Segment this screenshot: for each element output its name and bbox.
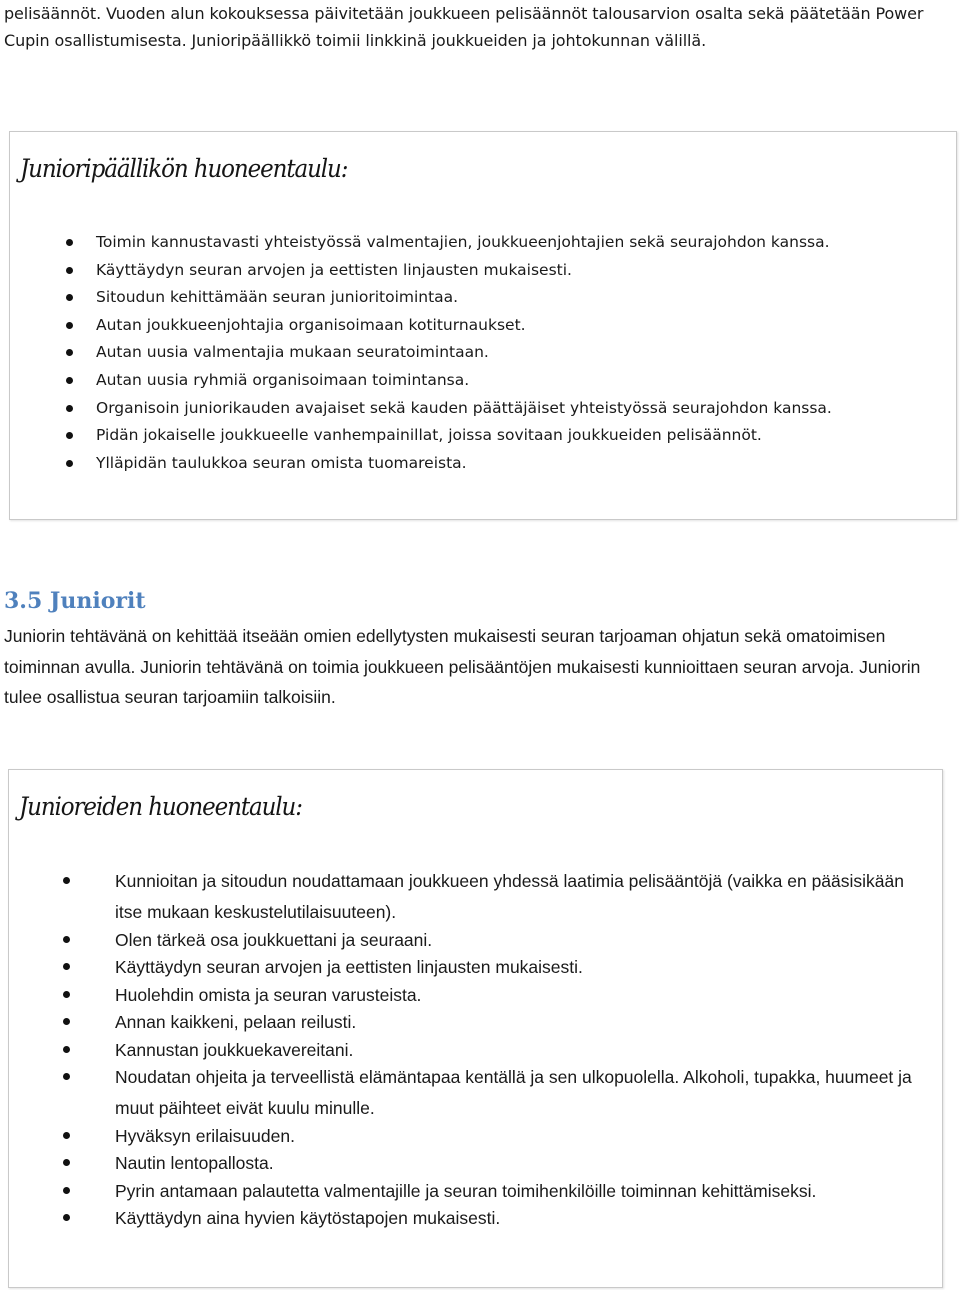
list-item: Olen tärkeä osa joukkuettani ja seuraani. (115, 925, 930, 956)
list-item: Sitoudun kehittämään seuran junioritoimintaa. (96, 284, 946, 312)
list-item: Hyväksyn erilaisuuden. (115, 1121, 930, 1152)
list-item: Käyttäydyn seuran arvojen ja eettisten linjausten mukaisesti. (96, 257, 946, 285)
juniorit-notice-box (8, 769, 943, 1288)
list-item: Huolehdin omista ja seuran varusteista. (115, 980, 930, 1011)
list-item: Nautin lentopallosta. (115, 1148, 930, 1179)
bullet-list (115, 866, 930, 1231)
list-item: Organisoin juniorikauden avajaiset sekä kauden päättäjäiset yhteistyössä seurajohdon kanssa. (96, 395, 946, 423)
list-item: Annan kaikkeni, pelaan reilusti. (115, 1007, 930, 1038)
list-item: Pidän jokaiselle joukkueelle vanhempainillat, joissa sovitaan joukkueiden pelisäännöt. (96, 422, 946, 450)
bullet-list (96, 229, 946, 477)
junioripaallikko-notice-box (9, 131, 957, 520)
box-title: Junioreiden huoneentaulu: (19, 792, 302, 821)
list-item: Käyttäydyn seuran arvojen ja eettisten linjausten mukaisesti. (115, 952, 930, 983)
intro-text: pelisäännöt. Vuoden alun kokouksessa päivitetään joukkueen pelisäännöt talousarvion osalta sekä päätetään Power Cupin osallistumisesta. Junioripäällikkö toimii linkkinä joukkueiden ja johtokunnan välillä. (4, 4, 924, 50)
list-item: Toimin kannustavasti yhteistyössä valmentajien, joukkueenjohtajien sekä seurajohdon kanssa. (96, 229, 946, 257)
list-item: Kunnioitan ja sitoudun noudattamaan joukkueen yhdessä laatimia pelisääntöjä (vaikka en pääsisikään itse mukaan keskustelutilaisuuteen). (115, 866, 930, 928)
list-item: Käyttäydyn aina hyvien käytöstapojen mukaisesti. (115, 1203, 930, 1234)
list-item: Autan uusia valmentajia mukaan seuratoimintaan. (96, 339, 946, 367)
list-item: Autan uusia ryhmiä organisoimaan toimintansa. (96, 367, 946, 395)
box-title: Junioripäällikön huoneentaulu: (20, 154, 348, 183)
list-item: Noudatan ohjeita ja terveellistä elämäntapaa kentällä ja sen ulkopuolella. Alkoholi, tupakka, huumeet ja muut päihteet eivät kuulu minulle. (115, 1062, 930, 1124)
section-body: Juniorin tehtävänä on kehittää itseään omien edellytysten mukaisesti seuran tarjoaman ohjatun sekä omatoimisen toiminnan avulla. Juniorin tehtävänä on toimia joukkueen pelisääntöjen mukaisesti kunnioittaen seuran arvoja. Juniorin tulee osallistua seuran tarjoamiin talkoisiin. (4, 626, 921, 707)
list-item: Ylläpidän taulukkoa seuran omista tuomareista. (96, 450, 946, 478)
list-item: Kannustan joukkuekavereitani. (115, 1035, 930, 1066)
section-heading: 3.5 Juniorit (4, 588, 146, 614)
list-item: Autan joukkueenjohtajia organisoimaan kotiturnaukset. (96, 312, 946, 340)
intro-paragraph (4, 0, 954, 54)
list-item: Pyrin antamaan palautetta valmentajille ja seuran toimihenkilöille toiminnan kehittämiseksi. (115, 1176, 930, 1207)
